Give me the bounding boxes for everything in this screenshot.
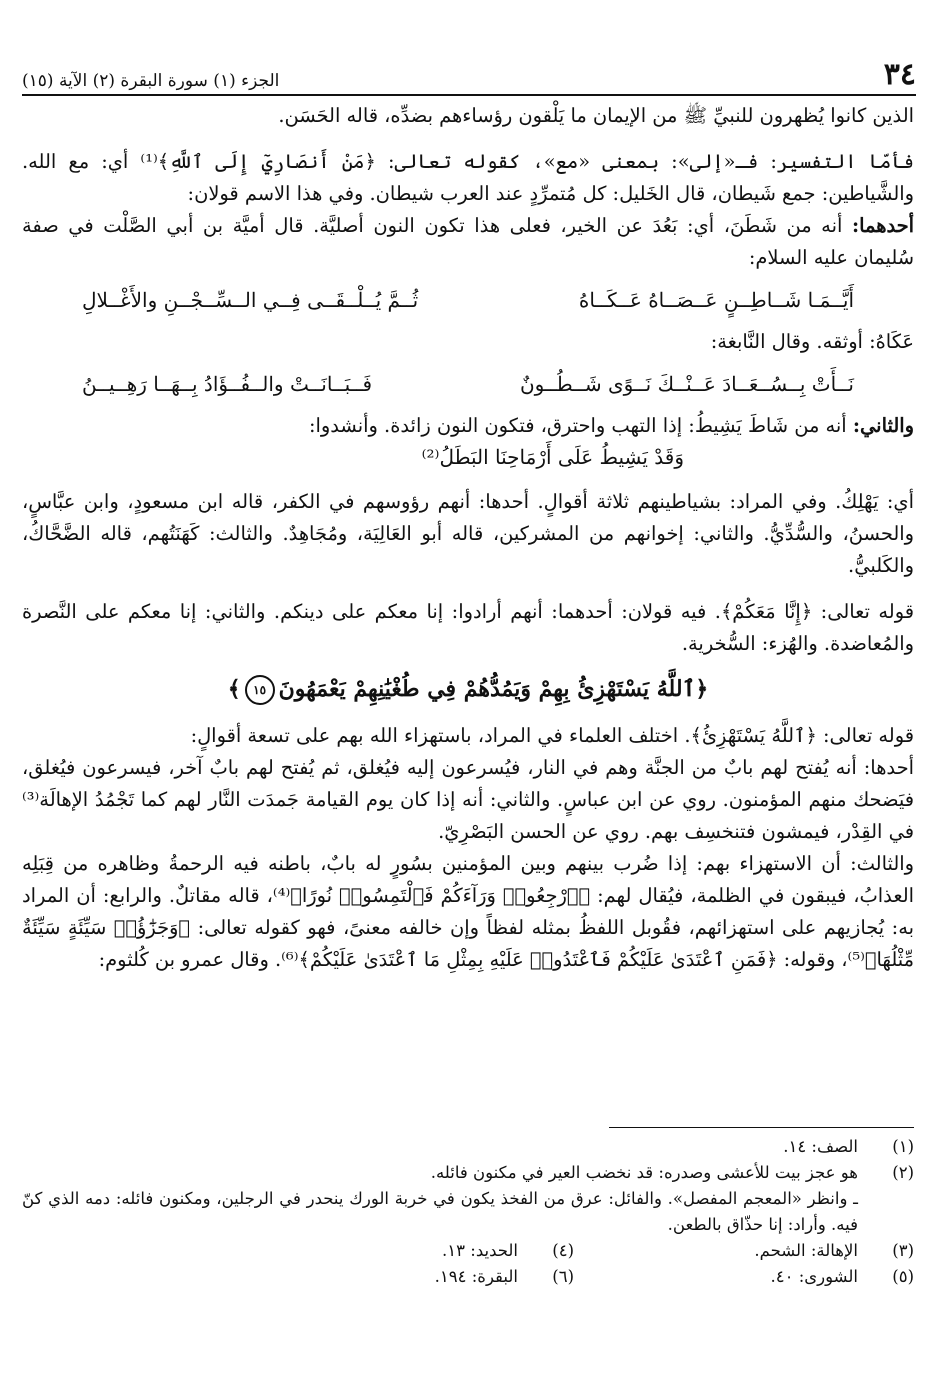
page-header	[22, 40, 916, 96]
footnote	[614, 1264, 914, 1290]
footnote	[614, 1238, 914, 1264]
footnote-text: الإهالة: الشحم.	[754, 1241, 858, 1260]
paragraph: أحدها: أنه يُفتح لهم بابٌ من الجنَّة وهم في النار، فيُسرعون إليه فيُغلق، ثم يُفتح لهم بابٌ آخر، فيسرعون فيُغلق، فيَضحك منهم المؤمنون. روي عن ابن عباسٍ. والثاني: أنه إذا كان يوم القيامة جَمدَت النَّار لهم كما تَجْمُدُ الإهالَة⁽³⁾ في القِدْر، فيمشون فتنخسِف بهم. روي عن الحسن البَصْرِيّ.	[22, 756, 914, 843]
paragraph: فأمّا التفسير: فـ«إلى»: بمعنى «مع»، كقوله تعالى: ﴿مَنْ أَنصَارِيٓ إِلَى ٱللَّهِ﴾⁽¹⁾ أي: مع الله. والشَّياطين: جمع شَيطان، قال الخَليل: كل مُتمرِّدٍ عند العرب شيطان. وفي هذا الاسم قولان:	[22, 150, 914, 205]
running-head: الجزء (١) سورة البقرة (٢) الآية (١٥)	[22, 71, 280, 91]
footnote-row	[22, 1238, 914, 1264]
footnote-number: (٢)	[892, 1163, 914, 1182]
verse-hemistich-first: نَــأَتْ بِــسُــعَــادَ عَــنْــكَ نَــوًى شَــطُــونٌ	[519, 372, 854, 396]
footnote-text: البقرة: ١٩٤.	[434, 1267, 518, 1286]
paragraph	[22, 210, 914, 274]
footnote	[22, 1186, 914, 1238]
footnote-text: هو عجز بيت للأعشى وصدره: قد نخضب العير في مكنون فائله.	[430, 1163, 858, 1182]
paragraph: الذين كانوا يُظهرون للنبيِّ ﷺ من الإيمان ما يَلْقون رؤساءهم بضدِّه، قاله الحَسَن.	[278, 104, 914, 127]
poetry-verse	[22, 364, 914, 404]
footnote-separator	[609, 1127, 914, 1128]
footnote	[22, 1134, 914, 1160]
ayah-number-marker: ١٥	[245, 675, 275, 705]
ayah-close-bracket: ﴾	[227, 676, 241, 702]
footnote	[274, 1264, 574, 1290]
paragraph-text: أنه من شَطَنَ، أي: بَعُدَ عن الخير، فعلى هذا تكون النون أصليَّة. قال أميَّة بن أبي الصَّلْت في صفة سُليمان عليه السلام:	[22, 214, 914, 269]
verse-hemistich-second: ثُــمَّ يُــلْــقَــى فِــي الــسِّــجْــنِ والأَغْــلالِ	[82, 288, 419, 312]
paragraph-text: أنه من شَاطَ يَشِيطُ: إذا التهب واحترق، فتكون النون زائدة. وأنشدوا:	[308, 414, 853, 437]
footnote	[22, 1160, 914, 1186]
footnote-text: الحديد: ١٣.	[442, 1241, 518, 1260]
footnote-number: (٥)	[892, 1267, 914, 1286]
paragraph: عَكَاهُ: أوثقه. وقال النَّابغة:	[710, 330, 914, 353]
poetry-verse	[22, 442, 914, 472]
footnote-number	[858, 1186, 914, 1238]
verse-hemistich-first: أَيَّــمَـا شَــاطِــنٍ عَــصَــاهُ عَــكَــاهُ	[578, 288, 854, 312]
paragraph: قوله تعالى: ﴿ٱللَّهُ يَسْتَهْزِئُ﴾. اختلف العلماء في المراد، باستهزاء الله بهم على تسعة أقوالٍ:	[190, 724, 914, 747]
paragraph	[22, 410, 914, 442]
footnote-number: (٣)	[892, 1241, 914, 1260]
footnote-text: الشورى: ٤٠.	[770, 1267, 858, 1286]
paragraph: والثالث: أن الاستهزاء بهم: إذا ضُرب بينهم وبين المؤمنين بسُورٍ له بابٌ، باطنه فيه الرحمةُ وظاهره من قِبَلِه العذابُ، فيبقون في الظلمة، فيُقال لهم: ﴿ٱرْجِعُوا۟ وَرَآءَكُمْ فَٱلْتَمِسُوا۟ نُورًا﴾⁽⁴⁾، قاله مقاتلٌ. والرابع: أن المراد به: يُجازيهم على استهزائهم، فقُوبل اللفظُ بمثله لفظاً وإن خالفه معنىً، فهو كقوله تعالى: ﴿وَجَزَٰٓؤُا۟ سَيِّئَةٍ سَيِّئَةٌ مِّثْلُهَا﴾⁽⁵⁾، وقوله: ﴿فَمَنِ ٱعْتَدَىٰ عَلَيْكُمْ فَٱعْتَدُوا۟ عَلَيْهِ بِمِثْلِ مَا ٱعْتَدَىٰ عَلَيْكُمْ﴾⁽⁶⁾. وقال عمرو بن كُلثوم:	[22, 852, 914, 971]
footnotes	[22, 1134, 914, 1290]
paragraph-label: أحدهما:	[851, 214, 914, 237]
verse-hemistich: وَقَدْ يَشِيطُ عَلَى أَرْمَاحِنَا البَطَلُ⁽²⁾	[421, 445, 684, 469]
footnote-number: (٦)	[552, 1267, 574, 1286]
paragraph: أي: يَهْلِكُ. وفي المراد: بشياطينهم ثلاثة أقوالٍ. أحدها: أنهم رؤوسهم في الكفر، قاله ابن مسعودٍ، وابن عبَّاسٍ، والحسنُ، والسُّدِّيُّ. والثاني: إخوانهم من المشركين، قاله أبو العَالِيَة، ومُجَاهِدٌ. والثالث: كَهَنَتُهم، قاله الضَّحَّاكُ، والكَلبيُّ.	[22, 490, 914, 577]
verse-hemistich-second: فَــبَــانَــتْ والــفُــؤَادُ بِــهَــا رَهِــيــنُ	[82, 372, 372, 396]
footnote-text: ـ وانظر «المعجم المفصل». والفائل: عرق من الفخذ يكون في خربة الورك ينحدر في الرجلين، ومكنون فائله: دمه الذي كنّ فيه. وأراد: إنا حذّاق بالطعن.	[22, 1189, 858, 1234]
page-body	[22, 100, 914, 976]
paragraph: قوله تعالى: ﴿إِنَّا مَعَكُمْ﴾. فيه قولان: أحدهما: أنهم أرادوا: إنا معكم على دينكم. والثاني: إنا معكم على النَّصرة والمُعاضدة. والهُزء: السُّخرية.	[22, 600, 914, 655]
footnote-text: الصف: ١٤.	[783, 1137, 858, 1156]
poetry-verse	[22, 280, 914, 320]
footnote	[274, 1238, 574, 1264]
page-number: ٣٤	[883, 57, 916, 92]
footnote-number: (٤)	[552, 1241, 574, 1260]
footnote-row	[22, 1264, 914, 1290]
footnote-number: (١)	[892, 1137, 914, 1156]
ayah-text: ﴿ٱللَّهُ يَسْتَهْزِئُ بِهِمْ وَيَمُدُّهُمْ فِي طُغْيَٰنِهِمْ يَعْمَهُونَ	[278, 676, 709, 702]
paragraph-label: والثاني:	[852, 414, 914, 437]
ayah-heading	[22, 670, 914, 708]
